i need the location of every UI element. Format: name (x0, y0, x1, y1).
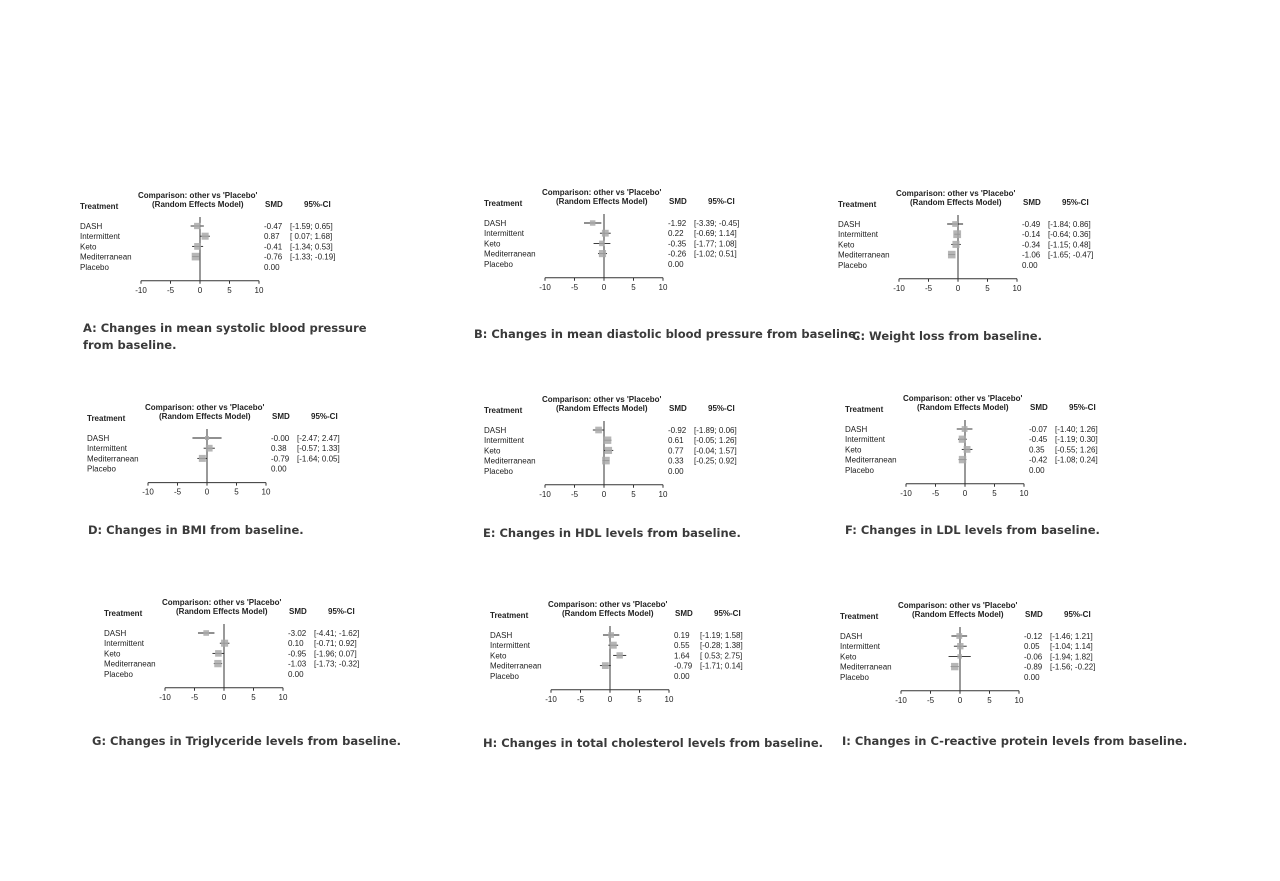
effect-square (957, 654, 961, 658)
forest-panel-h (488, 597, 818, 722)
treatment-label: DASH (838, 220, 861, 229)
treatment-label: Mediterranean (104, 659, 156, 669)
x-tick-label: 10 (1012, 283, 1022, 293)
comparison-title: Comparison: other vs 'Placebo' (898, 601, 1018, 610)
ci-value: [-1.84; 0.86] (1048, 220, 1091, 229)
effect-square (608, 632, 614, 638)
treatment-label: Placebo (484, 466, 513, 476)
treatment-label: Placebo (838, 260, 867, 270)
treatment-label: Mediterranean (490, 661, 542, 671)
effect-square (203, 630, 209, 636)
smd-value: 0.00 (288, 669, 304, 679)
x-tick-label: 0 (197, 285, 203, 295)
treatment-label: Intermittent (490, 641, 531, 651)
ci-value: [-0.28; 1.38] (700, 641, 743, 651)
treatment-label: DASH (845, 425, 868, 434)
comparison-title: Comparison: other vs 'Placebo' (896, 189, 1016, 198)
ci-value: [-1.02; 0.51] (694, 249, 737, 259)
x-tick-label: -5 (931, 488, 940, 498)
smd-value: -1.03 (288, 659, 307, 669)
comparison-title: Comparison: other vs 'Placebo' (162, 598, 282, 607)
comparison-title: Comparison: other vs 'Placebo' (542, 395, 662, 404)
forest-panel-i (838, 598, 1168, 723)
x-tick-label: -5 (190, 692, 199, 702)
caption-line: G: Changes in Triglyceride levels from baseline. (92, 734, 402, 748)
treatment-label: Mediterranean (840, 662, 892, 672)
effect-square (194, 223, 200, 229)
x-tick-label: -10 (539, 489, 551, 499)
comparison-title: Comparison: other vs 'Placebo' (542, 188, 662, 197)
ci-column-header: 95%-CI (1069, 403, 1096, 412)
ci-column-header: 95%-CI (311, 412, 338, 421)
treatment-column-header: Treatment (840, 612, 879, 621)
x-tick-label: -10 (545, 694, 557, 704)
treatment-label: Mediterranean (845, 455, 897, 465)
effect-square (605, 447, 612, 454)
smd-value: -0.92 (668, 426, 687, 435)
smd-value: -0.79 (271, 454, 290, 464)
caption-line: F: Changes in LDL levels from baseline. (845, 523, 1100, 537)
ci-value: [-1.15; 0.48] (1048, 240, 1091, 250)
comparison-title: Comparison: other vs 'Placebo' (903, 394, 1023, 403)
treatment-label: Mediterranean (484, 456, 536, 466)
ci-value: [-1.08; 0.24] (1055, 455, 1098, 465)
effect-square (962, 426, 968, 432)
treatment-label: Intermittent (838, 230, 879, 240)
effect-square (192, 253, 200, 261)
effect-square (948, 251, 956, 259)
treatment-label: Intermittent (845, 435, 886, 445)
effect-square (599, 241, 605, 247)
ci-value: [-0.05; 1.26] (694, 436, 737, 446)
x-tick-label: 0 (601, 489, 607, 499)
smd-value: 0.05 (1024, 642, 1040, 652)
forest-plot-svg (85, 400, 415, 525)
model-subtitle: (Random Effects Model) (556, 404, 648, 413)
treatment-column-header: Treatment (838, 200, 877, 209)
forest-panel-d (85, 400, 415, 525)
treatment-label: Intermittent (484, 229, 525, 239)
treatment-label: Placebo (845, 465, 874, 475)
treatment-label: DASH (484, 426, 507, 435)
smd-value: 0.00 (1024, 672, 1040, 682)
x-tick-label: -10 (142, 487, 154, 497)
effect-square (194, 243, 201, 250)
model-subtitle: (Random Effects Model) (917, 403, 1009, 412)
panel-caption (483, 525, 741, 542)
x-tick-label: -10 (893, 283, 905, 293)
treatment-label: Placebo (840, 672, 869, 682)
x-tick-label: 0 (962, 488, 968, 498)
x-tick-label: 5 (251, 692, 256, 702)
forest-panel-b (482, 185, 812, 310)
ci-value: [-1.59; 0.65] (290, 222, 333, 231)
x-tick-label: 10 (261, 487, 271, 497)
ci-value: [-1.96; 0.07] (314, 649, 357, 659)
ci-value: [-1.19; 0.30] (1055, 435, 1098, 445)
comparison-title: Comparison: other vs 'Placebo' (548, 600, 668, 609)
treatment-label: DASH (484, 219, 507, 228)
caption-line: B: Changes in mean diastolic blood pressure from baseline. (474, 327, 861, 341)
treatment-label: Placebo (80, 262, 109, 272)
ci-value: [-1.19; 1.58] (700, 631, 743, 640)
smd-column-header: SMD (1030, 403, 1048, 412)
smd-value: -0.76 (264, 252, 283, 262)
x-tick-label: -5 (926, 695, 935, 705)
smd-value: -0.06 (1024, 652, 1043, 662)
smd-value: 0.19 (674, 631, 690, 640)
ci-value: [-2.47; 2.47] (297, 434, 340, 443)
forest-panel-f (843, 391, 1173, 516)
treatment-label: Placebo (484, 259, 513, 269)
smd-value: -0.41 (264, 242, 283, 252)
smd-value: -0.34 (1022, 240, 1041, 250)
smd-value: -0.49 (1022, 220, 1041, 229)
effect-square (610, 642, 617, 649)
treatment-label: Keto (840, 652, 857, 662)
effect-square (953, 230, 961, 238)
x-tick-label: 10 (658, 282, 668, 292)
treatment-label: Intermittent (104, 639, 145, 649)
effect-square (205, 436, 209, 440)
treatment-label: DASH (104, 629, 127, 638)
x-tick-label: 0 (957, 695, 963, 705)
treatment-label: DASH (490, 631, 513, 640)
forest-plot-svg (482, 392, 812, 517)
effect-square (959, 456, 966, 463)
smd-column-header: SMD (265, 200, 283, 209)
treatment-label: Mediterranean (838, 250, 890, 260)
treatment-label: Placebo (490, 671, 519, 681)
smd-column-header: SMD (1023, 198, 1041, 207)
x-tick-label: 10 (1014, 695, 1024, 705)
x-tick-label: 5 (637, 694, 642, 704)
effect-square (202, 233, 209, 240)
smd-value: 0.77 (668, 446, 684, 456)
ci-value: [ 0.53; 2.75] (700, 651, 743, 661)
x-tick-label: 5 (985, 283, 990, 293)
forest-panel-c (836, 186, 1166, 311)
x-tick-label: -5 (576, 694, 585, 704)
smd-column-header: SMD (272, 412, 290, 421)
ci-column-header: 95%-CI (1064, 610, 1091, 619)
panel-caption (483, 735, 823, 752)
treatment-label: Keto (80, 242, 97, 252)
x-tick-label: 5 (987, 695, 992, 705)
ci-value: [-0.69; 1.14] (694, 229, 737, 239)
ci-column-header: 95%-CI (1062, 198, 1089, 207)
x-tick-label: -5 (173, 487, 182, 497)
smd-value: 1.64 (674, 651, 690, 661)
smd-value: -1.92 (668, 219, 687, 228)
effect-square (952, 221, 958, 227)
panel-caption (852, 328, 1042, 345)
ci-column-header: 95%-CI (304, 200, 331, 209)
ci-value: [-1.65; -0.47] (1048, 250, 1094, 260)
x-tick-label: 10 (1019, 488, 1029, 498)
x-tick-label: -10 (539, 282, 551, 292)
smd-value: 0.55 (674, 641, 690, 651)
effect-square (604, 436, 611, 443)
x-tick-label: 10 (278, 692, 288, 702)
smd-value: -0.26 (668, 249, 687, 259)
effect-square (595, 427, 602, 434)
model-subtitle: (Random Effects Model) (556, 197, 648, 206)
smd-value: 0.10 (288, 639, 304, 649)
treatment-label: Mediterranean (484, 249, 536, 259)
x-tick-label: 0 (204, 487, 210, 497)
x-tick-label: 0 (607, 694, 613, 704)
treatment-column-header: Treatment (104, 609, 143, 618)
effect-square (964, 446, 971, 453)
smd-value: -0.42 (1029, 455, 1048, 465)
ci-value: [-1.04; 1.14] (1050, 642, 1093, 652)
ci-value: [-4.41; -1.62] (314, 629, 360, 638)
smd-value: 0.00 (674, 671, 690, 681)
effect-square (590, 220, 595, 225)
smd-value: 0.00 (264, 262, 280, 272)
ci-value: [-0.55; 1.26] (1055, 445, 1098, 455)
ci-value: [-1.64; 0.05] (297, 454, 340, 464)
caption-line: from baseline. (83, 338, 177, 352)
treatment-label: Mediterranean (80, 252, 132, 262)
smd-column-header: SMD (675, 609, 693, 618)
comparison-title: Comparison: other vs 'Placebo' (145, 403, 265, 412)
smd-value: 0.00 (1022, 260, 1038, 270)
effect-square (602, 662, 609, 669)
smd-value: 0.00 (668, 466, 684, 476)
ci-column-header: 95%-CI (708, 404, 735, 413)
effect-square (206, 445, 213, 452)
ci-value: [-1.89; 0.06] (694, 426, 737, 435)
x-tick-label: -5 (570, 489, 579, 499)
effect-square (957, 643, 963, 649)
ci-value: [-1.46; 1.21] (1050, 632, 1093, 641)
ci-value: [-1.40; 1.26] (1055, 425, 1098, 434)
effect-square (951, 663, 958, 670)
treatment-label: Keto (484, 239, 501, 249)
x-tick-label: 5 (227, 285, 232, 295)
smd-value: 0.87 (264, 232, 280, 242)
smd-value: -1.06 (1022, 250, 1041, 260)
ci-value: [-1.77; 1.08] (694, 239, 737, 249)
comparison-title: Comparison: other vs 'Placebo' (138, 191, 258, 200)
x-tick-label: 5 (631, 282, 636, 292)
ci-value: [-1.71; 0.14] (700, 661, 743, 671)
effect-square (617, 652, 623, 658)
forest-plot-svg (78, 188, 408, 313)
smd-value: -0.45 (1029, 435, 1048, 445)
ci-column-header: 95%-CI (708, 197, 735, 206)
effect-square (221, 640, 228, 647)
ci-value: [-1.94; 1.82] (1050, 652, 1093, 662)
ci-value: [-0.57; 1.33] (297, 444, 340, 454)
model-subtitle: (Random Effects Model) (912, 610, 1004, 619)
smd-column-header: SMD (669, 404, 687, 413)
treatment-column-header: Treatment (484, 199, 523, 208)
smd-value: -0.89 (1024, 662, 1043, 672)
forest-plot-svg (488, 597, 818, 722)
treatment-label: Intermittent (80, 232, 121, 242)
caption-line: A: Changes in mean systolic blood pressure (83, 321, 367, 335)
x-tick-label: 5 (631, 489, 636, 499)
smd-value: -0.12 (1024, 632, 1043, 641)
treatment-label: Placebo (87, 464, 116, 474)
treatment-label: Intermittent (87, 444, 128, 454)
smd-value: -0.00 (271, 434, 290, 443)
smd-column-header: SMD (1025, 610, 1043, 619)
smd-column-header: SMD (669, 197, 687, 206)
smd-value: 0.00 (271, 464, 287, 474)
smd-value: -3.02 (288, 629, 307, 638)
forest-plot-svg (102, 595, 432, 720)
x-tick-label: -5 (924, 283, 933, 293)
effect-square (602, 230, 609, 237)
treatment-label: Intermittent (484, 436, 525, 446)
model-subtitle: (Random Effects Model) (152, 200, 244, 209)
x-tick-label: 0 (601, 282, 607, 292)
caption-line: I: Changes in C-reactive protein levels from baseline. (842, 734, 1188, 748)
treatment-column-header: Treatment (845, 405, 884, 414)
ci-value: [-0.64; 0.36] (1048, 230, 1091, 240)
treatment-column-header: Treatment (484, 406, 523, 415)
smd-value: -0.79 (674, 661, 693, 671)
x-tick-label: -10 (895, 695, 907, 705)
caption-line: C: Weight loss from baseline. (852, 329, 1042, 343)
ci-column-header: 95%-CI (328, 607, 355, 616)
treatment-label: Placebo (104, 669, 133, 679)
treatment-label: Keto (484, 446, 501, 456)
effect-square (602, 457, 610, 465)
smd-value: 0.33 (668, 456, 684, 466)
effect-square (215, 650, 222, 657)
x-tick-label: 5 (234, 487, 239, 497)
treatment-label: Mediterranean (87, 454, 139, 464)
x-tick-label: -5 (570, 282, 579, 292)
smd-value: -0.47 (264, 222, 283, 231)
panel-caption (88, 522, 304, 539)
x-tick-label: -5 (166, 285, 175, 295)
forest-panel-a (78, 188, 408, 313)
ci-value: [-0.25; 0.92] (694, 456, 737, 466)
treatment-label: DASH (80, 222, 103, 231)
treatment-label: DASH (87, 434, 110, 443)
smd-value: 0.35 (1029, 445, 1045, 455)
ci-value: [-1.73; -0.32] (314, 659, 360, 669)
forest-panel-e (482, 392, 812, 517)
effect-square (952, 241, 959, 248)
x-tick-label: 10 (664, 694, 674, 704)
ci-value: [-3.39; -0.45] (694, 219, 740, 228)
x-tick-label: 5 (992, 488, 997, 498)
panel-caption (845, 522, 1100, 539)
caption-line: D: Changes in BMI from baseline. (88, 523, 304, 537)
treatment-column-header: Treatment (87, 414, 126, 423)
treatment-column-header: Treatment (490, 611, 529, 620)
forest-plot-svg (843, 391, 1173, 516)
smd-column-header: SMD (289, 607, 307, 616)
forest-plot-svg (836, 186, 1166, 311)
panel-caption (842, 733, 1187, 750)
effect-square (956, 633, 962, 639)
x-tick-label: 10 (658, 489, 668, 499)
treatment-label: Keto (490, 651, 507, 661)
ci-column-header: 95%-CI (714, 609, 741, 618)
smd-value: 0.38 (271, 444, 287, 454)
smd-value: -0.95 (288, 649, 307, 659)
model-subtitle: (Random Effects Model) (176, 607, 268, 616)
smd-value: 0.22 (668, 229, 684, 239)
ci-value: [-1.33; -0.19] (290, 252, 336, 262)
ci-value: [-0.04; 1.57] (694, 446, 737, 456)
effect-square (599, 250, 606, 257)
treatment-label: Intermittent (840, 642, 881, 652)
caption-line: E: Changes in HDL levels from baseline. (483, 526, 741, 540)
panel-caption (92, 733, 401, 750)
ci-value: [-0.71; 0.92] (314, 639, 357, 649)
forest-panel-g (102, 595, 432, 720)
smd-value: -0.07 (1029, 425, 1048, 434)
model-subtitle: (Random Effects Model) (159, 412, 251, 421)
smd-value: -0.35 (668, 239, 687, 249)
effect-square (214, 660, 221, 667)
forest-plot-svg (482, 185, 812, 310)
x-tick-label: -10 (135, 285, 147, 295)
smd-value: 0.00 (1029, 465, 1045, 475)
caption-line: H: Changes in total cholesterol levels from baseline. (483, 736, 823, 750)
x-tick-label: 0 (221, 692, 227, 702)
smd-value: 0.61 (668, 436, 684, 446)
ci-value: [-1.56; -0.22] (1050, 662, 1096, 672)
effect-square (199, 455, 206, 462)
treatment-label: Keto (845, 445, 862, 455)
x-tick-label: -10 (159, 692, 171, 702)
forest-plot-svg (838, 598, 1168, 723)
model-subtitle: (Random Effects Model) (562, 609, 654, 618)
model-subtitle: (Random Effects Model) (910, 198, 1002, 207)
x-tick-label: 10 (254, 285, 264, 295)
smd-value: 0.00 (668, 259, 684, 269)
x-tick-label: 0 (955, 283, 961, 293)
smd-value: -0.14 (1022, 230, 1041, 240)
treatment-column-header: Treatment (80, 202, 119, 211)
ci-value: [ 0.07; 1.68] (290, 232, 333, 242)
treatment-label: Keto (104, 649, 121, 659)
panel-caption (474, 326, 860, 343)
panel-caption (83, 320, 367, 354)
ci-value: [-1.34; 0.53] (290, 242, 333, 252)
x-tick-label: -10 (900, 488, 912, 498)
treatment-label: Keto (838, 240, 855, 250)
treatment-label: DASH (840, 632, 863, 641)
effect-square (959, 436, 966, 443)
